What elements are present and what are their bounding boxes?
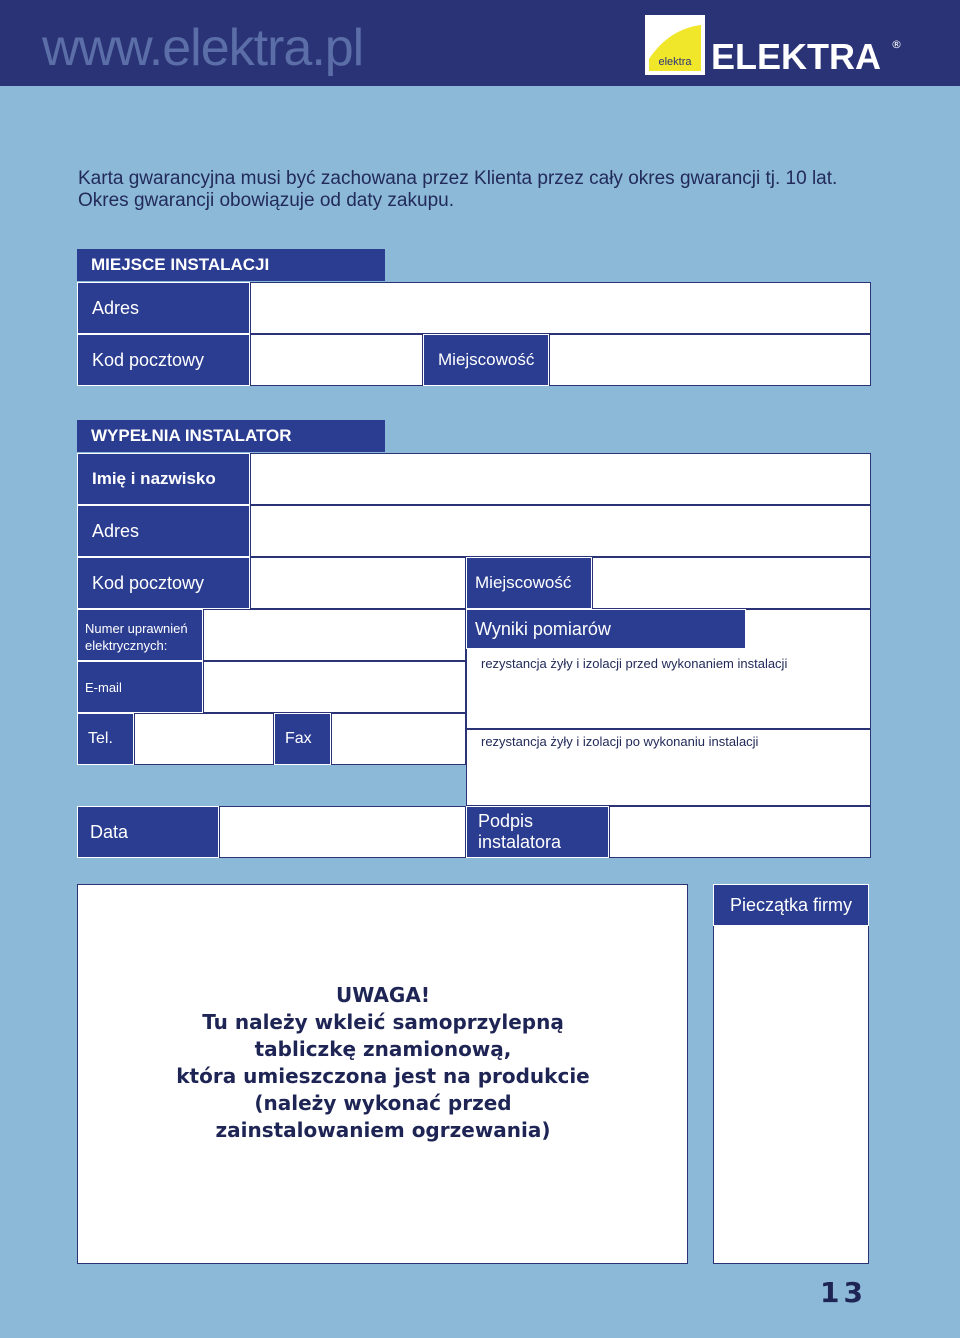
registered-mark: ® — [891, 38, 902, 51]
company-stamp-area[interactable] — [713, 884, 869, 1264]
site-city-field[interactable] — [549, 334, 871, 386]
license-label-line-1: Numer uprawnień — [85, 621, 188, 636]
license-number-label — [77, 609, 203, 661]
fax-field[interactable] — [331, 713, 466, 765]
intro-line-1: Karta gwarancyjna musi być zachowana przez Klienta przez cały okres gwarancji tj. 10 lat. — [78, 168, 838, 189]
notice-line-1: UWAGA! — [336, 983, 430, 1007]
warranty-intro — [78, 168, 878, 212]
measurements-title: Wyniki pomiarów — [466, 609, 746, 649]
notice-line-2: Tu należy wkleić samoprzylepną — [202, 1010, 564, 1034]
installer-postal-field[interactable] — [250, 557, 466, 609]
license-label-line-2: elektrycznych: — [85, 638, 168, 653]
site-address-label: Adres — [77, 282, 250, 334]
tel-label: Tel. — [77, 713, 134, 765]
installer-address-label: Adres — [77, 505, 250, 557]
installer-address-field[interactable] — [250, 505, 871, 557]
site-postal-field[interactable] — [250, 334, 423, 386]
measurement-before-label: rezystancja żyły i izolacji przed wykonaniem instalacji — [481, 656, 788, 671]
installer-city-label: Miejscowość — [466, 557, 592, 609]
installer-name-label: Imię i nazwisko — [77, 453, 250, 505]
installer-postal-label: Kod pocztowy — [77, 557, 250, 609]
site-city-label: Miejscowość — [423, 334, 549, 386]
company-stamp-label: Pieczątka firmy — [713, 884, 869, 926]
date-label: Data — [77, 806, 219, 858]
installer-name-field[interactable] — [250, 453, 871, 505]
signature-field[interactable] — [609, 806, 871, 858]
measurement-after-label: rezystancja żyły i izolacji po wykonaniu instalacji — [481, 734, 759, 749]
notice-line-3: tabliczkę znamionową, — [254, 1037, 512, 1061]
section-installation-site-title: MIEJSCE INSTALACJI — [77, 249, 385, 281]
notice-line-4: która umieszczona jest na produkcie — [176, 1064, 590, 1088]
page-number: 13 — [820, 1276, 867, 1309]
brand-name: ELEKTRA — [711, 36, 881, 77]
notice-line-6: zainstalowaniem ogrzewania) — [215, 1118, 551, 1142]
date-field[interactable] — [219, 806, 466, 858]
rating-plate-notice — [78, 982, 688, 1144]
section-installer-title: WYPEŁNIA INSTALATOR — [77, 420, 385, 452]
intro-line-2: Okres gwarancji obowiązuje od daty zakupu. — [78, 190, 454, 211]
email-field[interactable] — [203, 661, 466, 713]
license-number-field[interactable] — [203, 609, 466, 661]
website-url[interactable]: www.elektra.pl — [42, 19, 364, 77]
tel-field[interactable] — [134, 713, 274, 765]
logo-text: elektra — [658, 56, 692, 68]
installer-city-field[interactable] — [592, 557, 871, 609]
site-postal-label: Kod pocztowy — [77, 334, 250, 386]
fax-label: Fax — [274, 713, 331, 765]
email-label: E-mail — [77, 661, 203, 713]
notice-line-5: (należy wykonać przed — [254, 1091, 512, 1115]
signature-label: Podpis instalatora — [466, 806, 609, 858]
site-address-field[interactable] — [250, 282, 871, 334]
